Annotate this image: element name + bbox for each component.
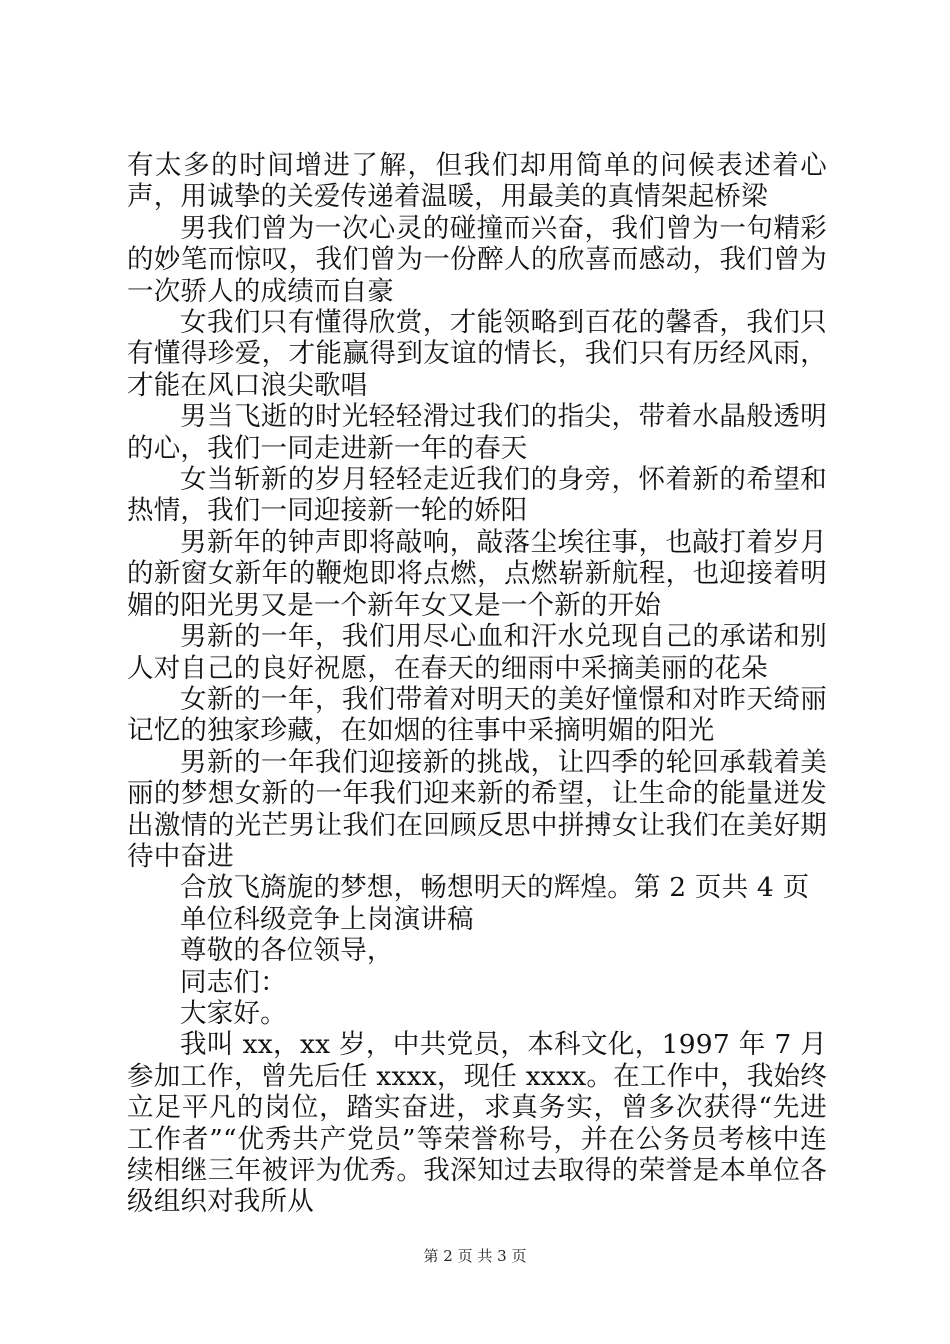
paragraph: 男新的一年，我们用尽心血和汗水兑现自己的承诺和别人对自己的良好祝愿，在春天的细雨中采摘美丽的花朵 <box>127 621 827 684</box>
paragraph: 大家好。 <box>180 997 287 1029</box>
paragraph: 男新的一年我们迎接新的挑战，让四季的轮回承载着美丽的梦想女新的一年我们迎来新的希望，让生命的能量迸发出激情的光芒男让我们在回顾反思中拼搏女让我们在美好期待中奋进 <box>127 746 827 872</box>
paragraph: 女当斩新的岁月轻轻走近我们的身旁，怀着新的希望和热情，我们一同迎接新一轮的娇阳 <box>127 464 827 527</box>
paragraph: 男我们曾为一次心灵的碰撞而兴奋，我们曾为一句精彩的妙笔而惊叹，我们曾为一份醉人的欣喜而感动，我们曾为一次骄人的成绩而自豪 <box>127 212 827 307</box>
page-footer: 第 2 页 共 3 页 <box>423 1247 527 1265</box>
paragraph: 单位科级竞争上岗演讲稿 <box>180 903 474 935</box>
paragraph: 女新的一年，我们带着对明天的美好憧憬和对昨天绮丽记忆的独家珍藏，在如烟的往事中采摘明媚的阳光 <box>127 683 827 747</box>
paragraph: 合放飞旖旎的梦想，畅想明天的辉煌。第 2 页共 4 页 <box>180 872 810 904</box>
paragraph: 尊敬的各位领导， <box>180 935 394 967</box>
paragraph: 我叫 xx，xx 岁，中共党员，本科文化，1997 年 7 月参加工作，曾先后任 xxxx，现任 xxxx。在工作中，我始终立足平凡的岗位，踏实奋进，求真务实，曾多次获得“先进工作者”“优秀共产党员”等荣誉称号，并在公务员考核中连续相继三年被评为优秀。我深知过去取得的荣誉是本单位各级组织对我所从 <box>127 1029 827 1218</box>
paragraph: 女我们只有懂得欣赏，才能领略到百花的馨香，我们只有懂得珍爱，才能赢得到友谊的情长，我们只有历经风雨，才能在风口浪尖歌唱 <box>127 307 827 401</box>
document-body <box>127 150 827 1218</box>
paragraph: 男新年的钟声即将敲响，敲落尘埃往事，也敲打着岁月的新窗女新年的鞭炮即将点燃，点燃崭新航程，也迎接着明媚的阳光男又是一个新年女又是一个新的开始 <box>127 526 827 621</box>
paragraph: 有太多的时间增进了解，但我们却用简单的问候表述着心声，用诚挚的关爱传递着温暖，用最美的真情架起桥梁 <box>127 150 827 213</box>
paragraph: 同志们： <box>180 966 287 998</box>
paragraph: 男当飞逝的时光轻轻滑过我们的指尖，带着水晶般透明的心，我们一同走进新一年的春天 <box>127 401 827 464</box>
